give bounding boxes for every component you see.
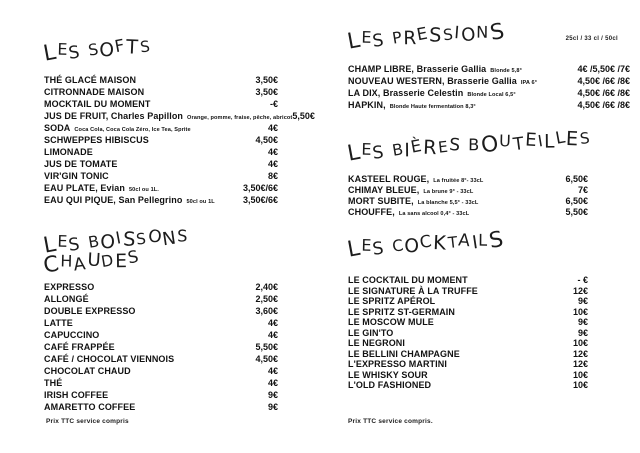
item-detail: 50cl ou 1L: [186, 199, 215, 205]
item-price: - €: [577, 275, 588, 285]
item-name: EAU QUI PIQUE, San Pellegrino: [44, 195, 183, 205]
section-pressions: [345, 18, 630, 112]
item-name: LE SPRITZ APÉROL: [348, 296, 436, 306]
item-price: 3,60€: [255, 306, 278, 316]
section-cocktails: [345, 226, 588, 391]
item-price: 12€: [572, 285, 588, 296]
item-price: 6,50€: [565, 196, 588, 206]
item-name: MORT SUBITE,: [348, 196, 414, 206]
menu-item: [44, 378, 278, 390]
item-name: ALLONGÉ: [44, 294, 89, 304]
menu-item: [44, 330, 278, 342]
item-price: 6,50€: [565, 174, 588, 184]
item-name: JUS DE FRUIT, Charles Papillon: [44, 111, 184, 121]
menu-item: [348, 307, 588, 318]
item-name: VIR'GIN TONIC: [44, 171, 109, 181]
item-name: EAU PLATE, Evian: [44, 183, 125, 193]
item-price: 3,50€/6€: [242, 195, 278, 205]
item-price: -€: [269, 99, 278, 109]
item-name: THÉ: [44, 378, 63, 388]
menu-item: [348, 207, 588, 218]
menu-item: [348, 275, 588, 286]
item-name: CITRONNADE MAISON: [44, 87, 145, 97]
menu-item: [44, 354, 278, 366]
item-name: THÉ GLACÉ MAISON: [44, 75, 137, 85]
item-price: 4€: [267, 330, 278, 340]
menu-item: [348, 100, 630, 112]
item-price: 5,50€: [565, 207, 588, 217]
item-price: 3,50€: [255, 75, 278, 85]
menu-item: [348, 370, 588, 381]
menu-item: [44, 147, 278, 159]
chaudes-item-list: [44, 282, 278, 414]
menu-item: [44, 195, 278, 207]
item-price: 4€: [267, 366, 278, 376]
item-name: HAPKIN,: [348, 100, 386, 110]
menu-item: [44, 159, 278, 171]
item-name: EXPRESSO: [44, 282, 95, 292]
item-name: CHAMP LIBRE, Brasserie Gallia: [348, 64, 487, 74]
section-boissons-chaudes: [41, 226, 278, 414]
item-name: LE BELLINI CHAMPAGNE: [348, 348, 460, 359]
item-price: 4,50€ /6€ /8€: [577, 100, 630, 110]
item-name: LE SIGNATURE À LA TRUFFE: [348, 285, 478, 296]
menu-item: [44, 87, 278, 99]
item-name: KASTEEL ROUGE,: [348, 174, 430, 184]
item-name: LA DIX, Brasserie Celestin: [348, 88, 464, 98]
menu-item: [348, 296, 588, 307]
menu-item: [348, 88, 630, 100]
item-name: LE COCKTAIL DU MOMENT: [348, 275, 468, 285]
footer-note-left: Prix TTC service compris: [46, 418, 129, 425]
item-price: 4,50€: [255, 354, 278, 364]
menu-item: [44, 135, 278, 147]
item-detail: La sans alcool 0,4° - 33cL: [398, 211, 470, 217]
menu-item: [44, 123, 278, 135]
section-bouteilles-title: LES BIÈRES BOUTEILLES: [345, 126, 593, 167]
item-price: 3,50€: [255, 87, 278, 97]
menu-item: [44, 75, 278, 87]
menu-item: [348, 185, 588, 196]
item-price: 2,40€: [255, 282, 278, 292]
item-price: 4€ /5,50€ /7€: [577, 64, 630, 74]
menu-item: [348, 317, 588, 328]
menu-item: [44, 390, 278, 402]
menu-item: [44, 111, 315, 123]
item-name: CHOUFFE,: [348, 207, 395, 217]
item-price: 4€: [267, 378, 278, 388]
item-name: LIMONADE: [44, 147, 93, 157]
menu-item: [348, 380, 588, 391]
item-name: SCHWEPPES HIBISCUS: [44, 135, 149, 145]
item-price: 4,50€ /6€ /8€: [577, 76, 630, 86]
item-detail: La fruitée 8°- 33cL: [433, 178, 484, 184]
item-name: CHIMAY BLEUE,: [348, 185, 420, 195]
item-name: DOUBLE EXPRESSO: [44, 306, 136, 316]
item-name: LE GIN'TO: [348, 327, 394, 338]
item-detail: Orange, pomme, fraise, pêche, abricot: [187, 115, 293, 121]
section-bieres-bouteilles: [345, 126, 593, 218]
item-price: 12€: [572, 359, 588, 369]
item-price: 10€: [572, 338, 588, 348]
menu-item: [44, 318, 278, 330]
menu-item: [44, 171, 278, 183]
section-cocktails-title: LES COCKTAILS: [345, 226, 507, 263]
item-name: LATTE: [44, 318, 73, 328]
section-chaudes-title-line2: CHAUDES: [41, 246, 142, 279]
item-detail: IPA 6°: [520, 80, 538, 86]
item-name: LE NEGRONI: [348, 338, 406, 348]
item-name: L'EXPRESSO MARTINI: [348, 359, 447, 369]
item-price: 4€: [267, 123, 278, 133]
item-name: CAPUCCINO: [44, 330, 100, 340]
item-price: 9€: [577, 296, 588, 306]
item-price: 7€: [577, 185, 588, 195]
item-price: 2,50€: [255, 294, 278, 304]
item-detail: Coca Cola, Coca Cola Zéro, Ice Tea, Sprite: [74, 127, 191, 133]
menu-item: [44, 183, 278, 195]
item-detail: Blonde Local 6,5°: [467, 92, 516, 98]
menu-item: [348, 328, 588, 339]
menu-item: [44, 99, 278, 111]
item-detail: La blanche 5,5° - 33cL: [417, 200, 479, 206]
item-name: CAFÉ FRAPPÉE: [44, 342, 115, 352]
menu-item: [348, 359, 588, 370]
section-pressions-title: LES PRESSIONS: [345, 18, 508, 55]
item-price: 5,50€: [292, 111, 315, 121]
item-detail: La brune 9° - 33cL: [423, 189, 474, 195]
item-detail: Blonde 5,8°: [490, 68, 522, 74]
section-softs-title: LES SOFTS: [41, 35, 153, 67]
menu-item: [348, 349, 588, 360]
item-price: 5,50€: [255, 342, 278, 352]
item-price: 3,50€/6€: [242, 183, 278, 193]
item-name: CHOCOLAT CHAUD: [44, 366, 131, 376]
item-price: 9€: [577, 327, 588, 338]
item-price: 4,50€: [255, 135, 278, 145]
item-name: MOCKTAIL DU MOMENT: [44, 99, 151, 109]
menu-item: [44, 282, 278, 294]
item-name: LE MOSCOW MULE: [348, 317, 434, 327]
item-price: 10€: [572, 380, 588, 390]
item-price: 8€: [267, 171, 278, 181]
menu-item: [348, 338, 588, 349]
menu-item: [348, 196, 588, 207]
item-name: LE SPRITZ ST-GERMAIN: [348, 306, 456, 317]
menu-item: [348, 174, 588, 185]
bouteilles-item-list: [348, 174, 588, 218]
menu-item: [44, 342, 278, 354]
footer-note-right: Prix TTC service compris.: [348, 418, 433, 425]
item-price: 9€: [577, 317, 588, 327]
item-name: CAFÉ / CHOCOLAT VIENNOIS: [44, 354, 175, 364]
item-name: L'OLD FASHIONED: [348, 380, 432, 390]
item-price: 10€: [572, 369, 588, 380]
menu-item: [348, 286, 588, 297]
item-detail: Blonde Haute fermentation 8,3°: [389, 104, 476, 110]
item-price: 4€: [267, 159, 278, 169]
cocktails-item-list: [348, 275, 588, 391]
item-name: JUS DE TOMATE: [44, 159, 118, 169]
menu-item: [348, 64, 630, 76]
item-detail: 50cl ou 1L.: [128, 187, 159, 193]
item-name: AMARETTO COFFEE: [44, 402, 136, 412]
item-name: SODA: [44, 123, 71, 133]
section-chaudes-title-line1: LES BOISSONS: [41, 226, 190, 259]
menu-item: [348, 76, 630, 88]
item-price: 12€: [572, 348, 588, 359]
pressions-sizes-note: 25cl / 33 cl / 50cl: [565, 36, 618, 42]
item-price: 9€: [267, 402, 278, 412]
item-price: 4€: [267, 318, 278, 328]
softs-item-list: [44, 75, 315, 207]
item-price: 10€: [572, 306, 588, 317]
item-price: 9€: [267, 390, 278, 400]
menu-item: [44, 294, 278, 306]
pressions-item-list: [348, 64, 630, 112]
item-price: 4,50€ /6€ /8€: [577, 88, 630, 98]
menu-item: [44, 366, 278, 378]
item-name: IRISH COFFEE: [44, 390, 109, 400]
item-name: LE WHISKY SOUR: [348, 369, 428, 380]
item-price: 4€: [267, 147, 278, 157]
menu-item: [44, 306, 278, 318]
item-name: NOUVEAU WESTERN, Brasserie Gallia: [348, 76, 517, 86]
menu-item: [44, 402, 278, 414]
section-softs: [41, 35, 315, 207]
